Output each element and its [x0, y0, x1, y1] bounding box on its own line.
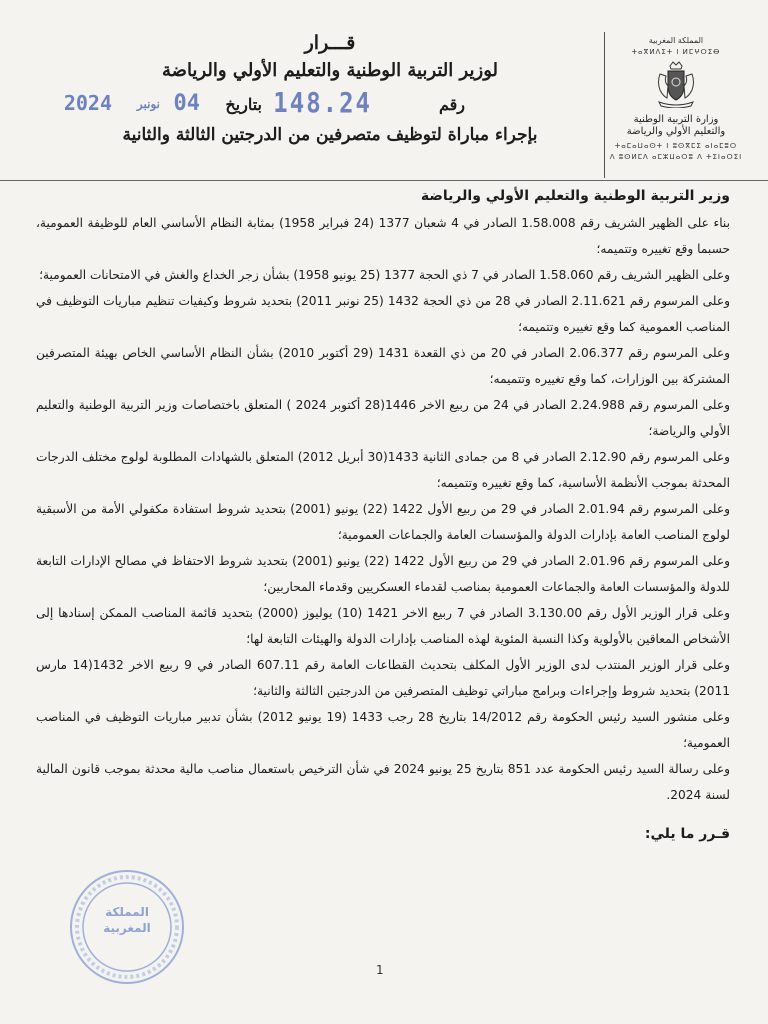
- seal-line-1: المملكة: [105, 905, 149, 919]
- ministry-logo-block: [602, 34, 750, 184]
- legal-reference-paragraph: وعلى المرسوم رقم 2.24.988 الصادر في 24 من ربيع الاخر 1446(28 أكتوبر 2024 ) المتعلق باختصاصات وزير التربية الوطنية والتعليم الأولي والرياضة؛: [36, 398, 730, 438]
- legal-reference-paragraph: وعلى المرسوم رقم 2.12.90 الصادر في 8 من جمادى الثانية 1433(30 أبريل 2012) المتعلق بالشهادات المطلوبة لولوج مختلف الدرجات المحدثة بموجب الأنظمة الأساسية، كما وقع تغييره وتتميمه؛: [36, 450, 731, 490]
- legal-reference-paragraph: وعلى المرسوم رقم 2.01.94 الصادر في 29 من ربيع الأول 1422 (22) يونيو (2001) بتحديد شروط استفادة مكفولي الأمة من الأسبقية لولوج المناصب العامة بإدارات الدولة والمؤسسات العامة والجماعات العمومية؛: [36, 502, 730, 542]
- decision-heading: قـــرار: [304, 32, 356, 54]
- kingdom-name-amazigh: ⵜⴰⴳⵍⴷⵉⵜ ⵏ ⵍⵎⵖⵔⵉⴱ: [631, 48, 721, 56]
- ministry-name-amazigh-line2: ⴷ ⵓⵙⵍⵎⴷ ⴰⵎⵣⵡⴰⵔⵓ ⴷ ⵜⵉⵏⴰⵔⵉⵏ: [609, 153, 743, 161]
- decision-number-date-row: [60, 87, 600, 121]
- ministry-name-line2: والتعليم الأولي والرياضة: [626, 126, 726, 137]
- legal-reference-paragraph: وعلى المرسوم رقم 2.01.96 الصادر في 29 من ربيع الأول 1422 (22) يونيو (2001) بتحديد شروط الاحتفاظ في مصالح الإدارات التابعة للدولة والمؤسسات العامة والجماعات العمومية بمناصب لقدماء العسكريين وقدماء المحاربين؛: [36, 554, 731, 594]
- legal-reference-paragraph: وعلى منشور السيد رئيس الحكومة رقم 14/2012 بتاريخ 28 رجب 1433 (19 يونيو 2012) بشأن تدبير مباريات التوظيف في المناصب العمومية؛: [36, 710, 730, 750]
- ministry-name-amazigh-line1: ⵜⴰⵎⴰⵡⴰⵙⵜ ⵏ ⵓⵙⴳⵎⵉ ⴰⵏⴰⵎⵓⵔ: [614, 142, 738, 150]
- legal-reference-paragraph: وعلى المرسوم رقم 2.06.377 الصادر في 20 من ذي القعدة 1431 (29 أكتوبر 2010) بشأن النظام الأساسي الخاص بهيئة المتصرفين المشتركة بين الوزارات، كما وقع تغييره وتتميمه؛: [36, 346, 731, 386]
- header-horizontal-divider: [0, 180, 768, 181]
- ministry-name-line1: وزارة التربية الوطنية: [633, 114, 719, 125]
- header-vertical-divider: [604, 32, 605, 178]
- date-month-stamp: نونبر: [136, 97, 160, 111]
- page-number: 1: [376, 963, 384, 977]
- legal-reference-paragraph: وعلى قرار الوزير الأول رقم 3.130.00 الصادر في 7 ربيع الاخر 1421 (10) يوليوز (2000) بتحديد قائمة المناصب الممكن إسنادها إلى الأشخاص المعاقين بالأولوية وكذا النسبة المئوية لهذه المناصب بإدارات الدولة والهيئات التابعة لها؛: [36, 606, 730, 646]
- seal-inner-text: [68, 904, 186, 936]
- decided-heading: قـرر ما يلي:: [644, 826, 730, 842]
- legal-reference-paragraph: وعلى رسالة السيد رئيس الحكومة عدد 851 بتاريخ 25 يونيو 2024 في شأن الترخيص باستعمال مناصب مالية محدثة بموجب قانون المالية لسنة 2024.: [36, 762, 730, 802]
- body-lead-heading: وزير التربية الوطنية والتعليم الأولي والرياضة: [420, 188, 730, 204]
- legal-reference-paragraph: وعلى الظهير الشريف رقم 1.58.060 الصادر في 7 ذي الحجة 1377 (25 يونيو 1958) بشأن زجر الخداع والغش في الامتحانات العمومية؛: [39, 268, 730, 282]
- coat-of-arms-icon: [654, 60, 698, 108]
- kingdom-name-arabic: المملكة المغربية: [648, 36, 704, 45]
- decision-number-stamp: 148.24: [273, 86, 372, 120]
- legal-reference-paragraph: وعلى المرسوم رقم 2.11.621 الصادر في 28 من ذي الحجة 1432 (25 نونبر 2011) بتحديد شروط وكيفيات تنظيم مباريات التوظيف في المناصب العمومية كما وقع تغييره وتتميمه؛: [36, 294, 730, 334]
- document-body: [36, 188, 730, 842]
- legal-reference-paragraph: بناء على الظهير الشريف رقم 1.58.008 الصادر في 4 شعبان 1377 (24 فبراير 1958) بمثابة النظام الأساسي العام للوظيفة العمومية، حسبما وقع تغييره وتتميمه؛: [36, 216, 730, 256]
- decision-title-block: [60, 32, 600, 145]
- decision-subject: بإجراء مباراة لتوظيف متصرفين من الدرجتين الثالثة والثانية: [122, 125, 538, 145]
- minister-heading: لوزير التربية الوطنية والتعليم الأولي والرياضة: [162, 60, 498, 81]
- date-year-stamp: 2024: [63, 91, 112, 115]
- date-label: بتاريخ: [225, 95, 262, 114]
- seal-line-2: المغربية: [103, 921, 151, 935]
- official-seal-stamp: [68, 868, 186, 986]
- document-header: [0, 0, 768, 180]
- legal-reference-paragraph: وعلى قرار الوزير المنتدب لدى الوزير الأول المكلف بتحديث القطاعات العامة رقم 607.11 الصادر في 9 ربيع الاخر 1432(14 مارس 2011) بتحديد شروط وإجراءات وبرامج مباراتي توظيف المتصرفين من الدرجتين الثالثة والثانية؛: [36, 658, 730, 698]
- date-day-stamp: 04: [173, 91, 200, 116]
- number-label: رقم: [438, 95, 465, 114]
